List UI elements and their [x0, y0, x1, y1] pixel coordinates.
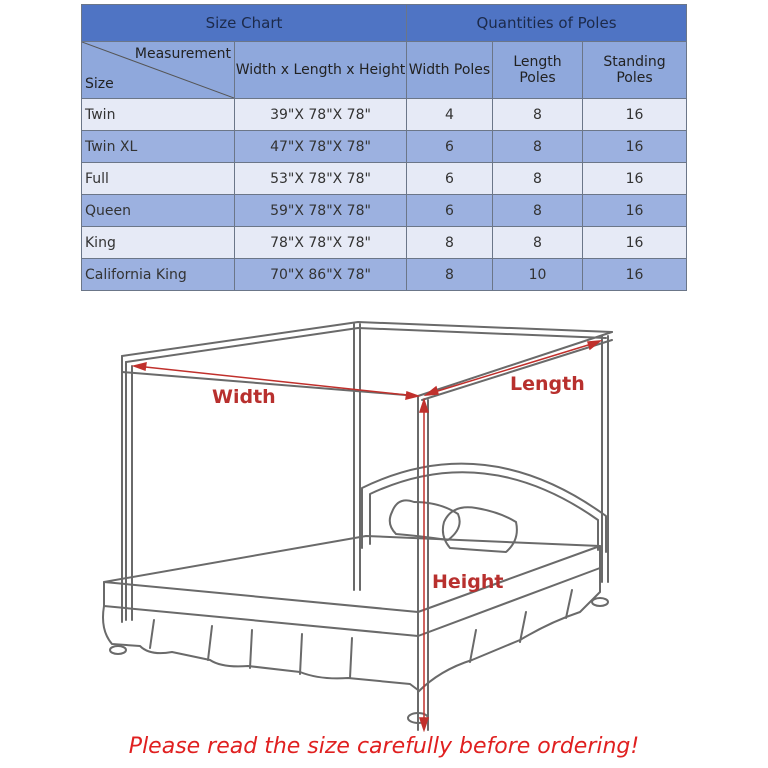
width-poles-cell: 8	[407, 227, 493, 259]
length-poles-cell: 10	[493, 259, 583, 291]
table-row	[82, 195, 687, 227]
table-row	[82, 227, 687, 259]
width-poles-cell: 8	[407, 259, 493, 291]
length-poles-cell: 8	[493, 227, 583, 259]
standing-poles-cell: 16	[583, 227, 687, 259]
dimensions-cell: 47"X 78"X 78"	[235, 131, 407, 163]
size-cell: Twin XL	[82, 131, 235, 163]
table-row	[82, 131, 687, 163]
width-poles-cell: 6	[407, 131, 493, 163]
width-poles-cell: 6	[407, 163, 493, 195]
dimensions-cell: 53"X 78"X 78"	[235, 163, 407, 195]
height-arrow	[420, 400, 428, 730]
headboard	[362, 464, 606, 552]
width-poles-cell: 6	[407, 195, 493, 227]
size-cell: Twin	[82, 99, 235, 131]
mattress	[104, 536, 600, 636]
width-label: Width	[212, 386, 276, 408]
size-chart-header: Size Chart	[82, 5, 407, 42]
quantities-header: Quantities of Poles	[407, 5, 687, 42]
dimensions-cell: 78"X 78"X 78"	[235, 227, 407, 259]
length-poles-cell: 8	[493, 195, 583, 227]
height-label: Height	[432, 571, 504, 593]
length-label: Length	[510, 373, 585, 395]
canopy-bed-diagram	[0, 300, 768, 732]
length-poles-header: Length Poles	[493, 42, 583, 99]
table-column-header-row	[82, 42, 687, 99]
table-group-header-row	[82, 5, 687, 42]
width-poles-header: Width Poles	[407, 42, 493, 99]
standing-poles-cell: 16	[583, 259, 687, 291]
standing-poles-cell: 16	[583, 99, 687, 131]
table-row	[82, 99, 687, 131]
size-cell: Queen	[82, 195, 235, 227]
table-row	[82, 163, 687, 195]
width-arrow	[134, 363, 418, 399]
dimensions-cell: 39"X 78"X 78"	[235, 99, 407, 131]
size-cell: Full	[82, 163, 235, 195]
dimensions-cell: 59"X 78"X 78"	[235, 195, 407, 227]
bed-feet	[110, 598, 608, 723]
standing-poles-cell: 16	[583, 131, 687, 163]
dimensions-cell: 70"X 86"X 78"	[235, 259, 407, 291]
dimensions-header: Width x Length x Height	[235, 42, 407, 99]
measurement-label: Measurement	[134, 46, 231, 62]
length-poles-cell: 8	[493, 131, 583, 163]
length-poles-cell: 8	[493, 163, 583, 195]
standing-poles-cell: 16	[583, 195, 687, 227]
size-chart-table	[81, 4, 687, 291]
width-poles-cell: 4	[407, 99, 493, 131]
ordering-notice: Please read the size carefully before ordering!	[128, 734, 640, 759]
size-cell: King	[82, 227, 235, 259]
table-row	[82, 259, 687, 291]
size-label: Size	[85, 76, 114, 92]
pillows	[390, 500, 517, 552]
standing-poles-cell: 16	[583, 163, 687, 195]
size-cell: California King	[82, 259, 235, 291]
measurement-size-header	[82, 42, 235, 99]
standing-poles-header: Standing Poles	[583, 42, 687, 99]
length-poles-cell: 8	[493, 99, 583, 131]
